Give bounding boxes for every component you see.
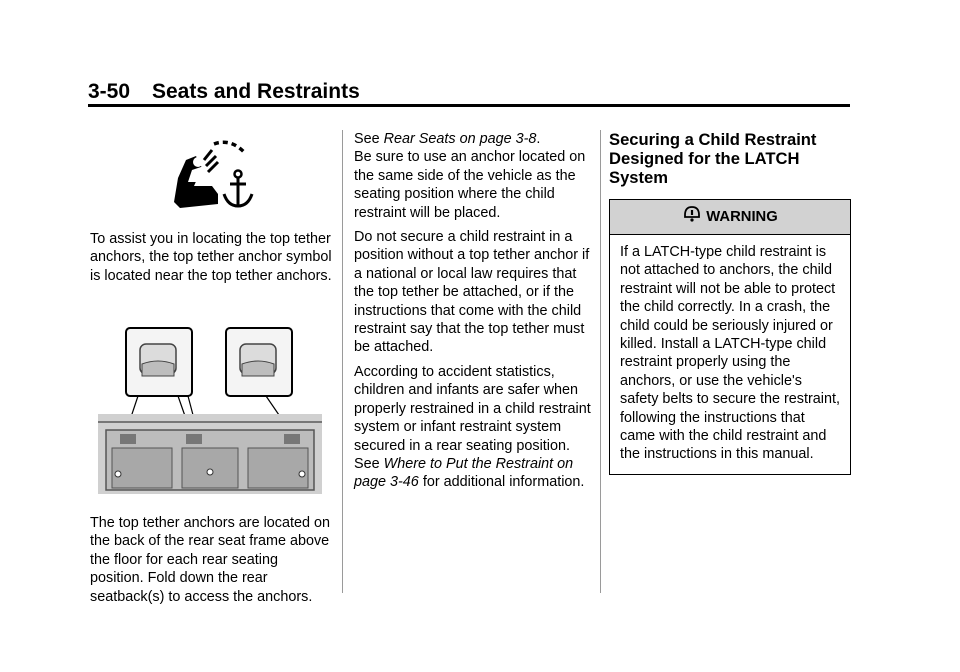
see-suffix: . <box>536 131 541 147</box>
accident-text-1: According to accident statistics, children and infants are safer when properly restrained in a child restraint system or infant restraint system secured in a rear seating position. See <box>354 363 591 472</box>
paragraph-do-not-secure: Do not secure a child restraint in a position without a top tether anchor if a national or local law requires that the top tether be attached, or if the instructions that come with the child restraint say that the top tether must be attached. <box>354 229 590 356</box>
header-rule <box>88 104 850 107</box>
top-tether-anchor-symbol-icon <box>168 138 254 214</box>
warning-box <box>609 199 851 475</box>
see-prefix: See <box>354 131 384 147</box>
paragraph-see-rear-seats <box>354 130 592 148</box>
page-number: 3-50 <box>88 80 131 103</box>
column-divider-2 <box>600 130 601 593</box>
warning-icon <box>682 204 702 229</box>
section-title: Seats and Restraints <box>152 80 360 103</box>
warning-title: WARNING <box>706 208 778 225</box>
link-where-to-put-restraint[interactable]: Where to Put the Restraint on page 3-46 <box>354 455 574 491</box>
column-divider-1 <box>342 130 343 593</box>
link-rear-seats[interactable]: Rear Seats on page 3-8 <box>383 131 537 147</box>
paragraph-locating-anchors: To assist you in locating the top tether anchors, the top tether anchor symbol is located near the top tether anchors. <box>90 231 332 284</box>
paragraph-accident-statistics <box>354 363 592 492</box>
rear-seat-tether-anchors-illustration <box>98 322 322 494</box>
column-3 <box>609 130 851 475</box>
accident-text-2: for additional information. <box>418 474 585 491</box>
paragraph-same-side: Be sure to use an anchor located on the same side of the vehicle as the seating position where the child restraint will be placed. <box>354 149 586 221</box>
paragraph-tether-location: The top tether anchors are located on the back of the rear seat frame above the floor for each rear seating position. Fold down the rear seatback(s) to access the anchors. <box>90 515 330 605</box>
warning-header <box>610 200 850 235</box>
column-2 <box>354 130 592 492</box>
subheading-latch: Securing a Child Restraint Designed for the LATCH System <box>609 130 817 187</box>
warning-text: If a LATCH-type child restraint is not attached to anchors, the child restraint will not be able to protect the child correctly. In a crash, the child could be seriously injured or killed. Install a LATCH-type child restraint properly using the anchors, or use the vehicle's safety belts to secure the restraint, following the instructions that came with the child restraint and the instructions in this manual. <box>620 244 840 463</box>
